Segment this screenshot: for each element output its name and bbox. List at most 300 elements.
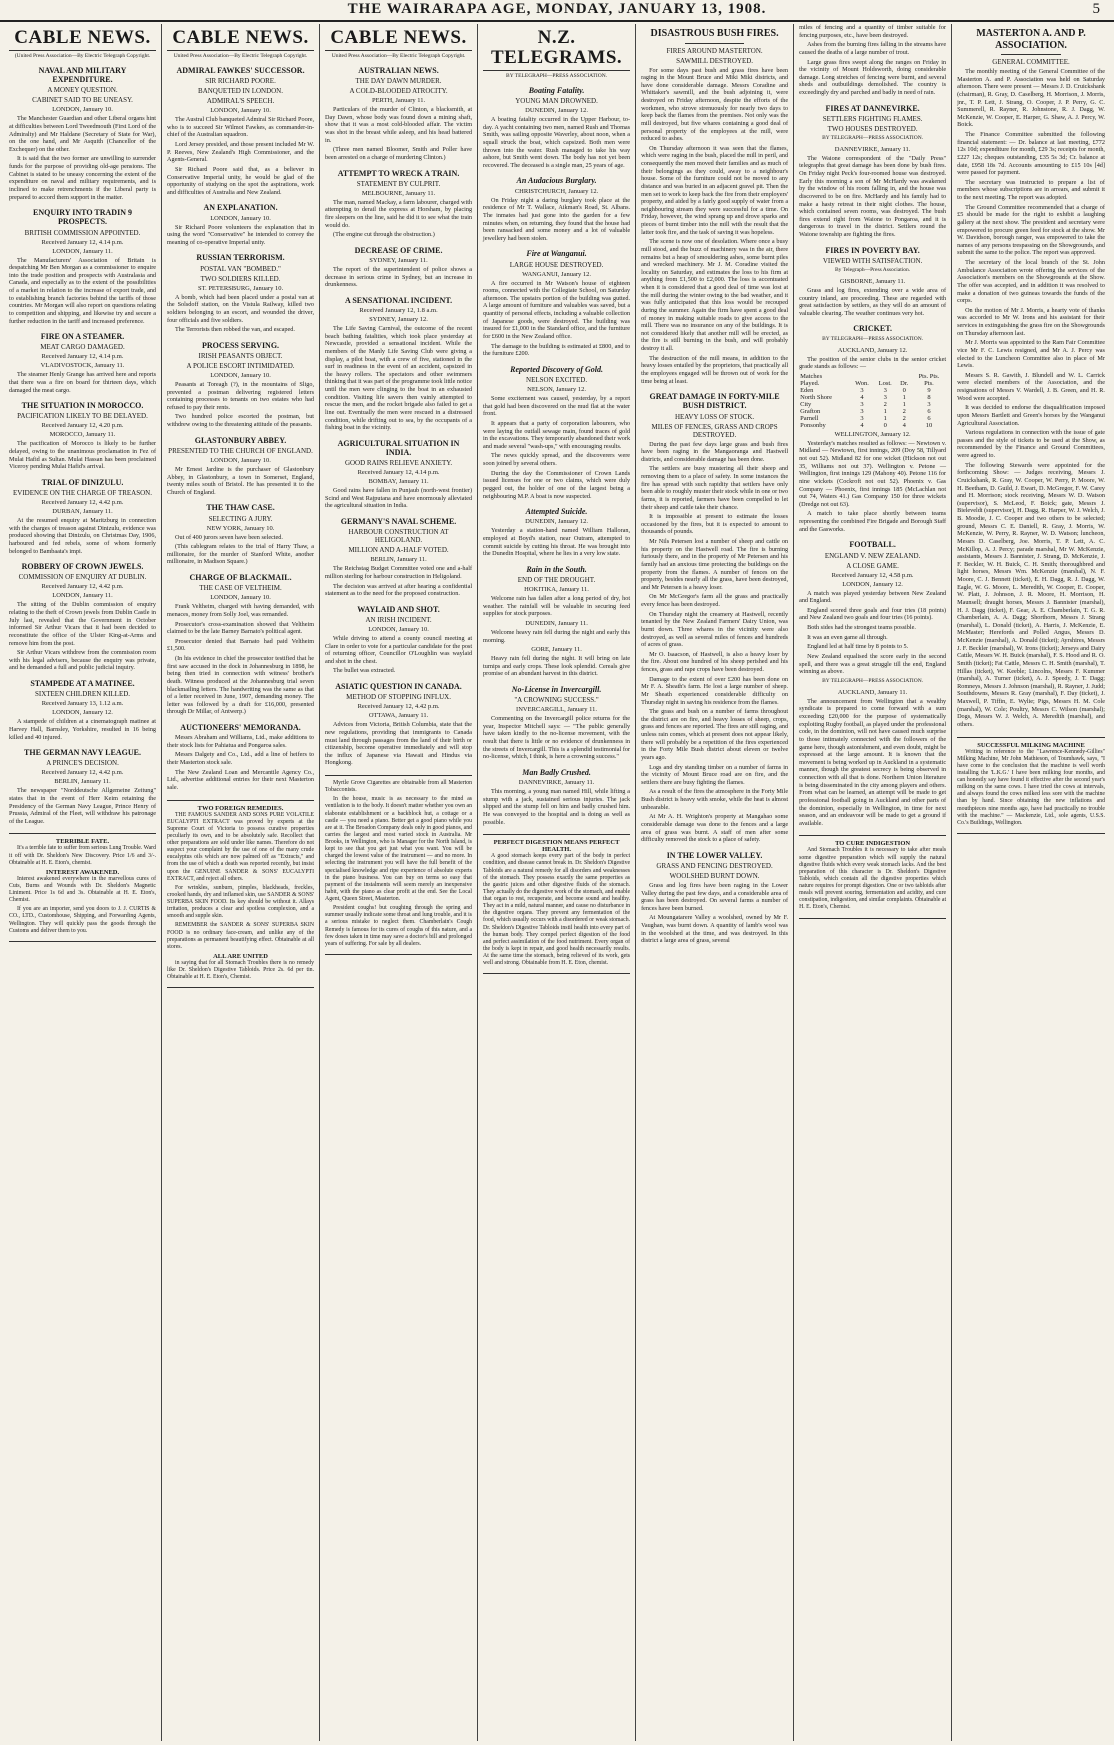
advertisement-text: It's a terrible fate to suffer from serious Lung Trouble. Ward it off with Dr. Sheldon's New Discovery. Price 1/6 and 3/-. Obtainable at H. E. Eton's, chemist. [9, 845, 157, 866]
article-paragraph: Welcome heavy rain fell during the night and early this morning. [483, 628, 631, 644]
article-subheading: NELSON EXCITED. [526, 376, 588, 384]
won-cell: 1 [883, 414, 887, 422]
article-paragraph: While driving to attend a county council meeting at Clare in order to vote for a particular candidate for the post of returning officer, Councillor O'Loughlin was waylaid and shot in the chest. [325, 634, 473, 665]
advertisement [799, 835, 946, 918]
article-paragraph: Damage to the extent of over £200 has been done on Mr F. A. Sheath's farm. He lost a large number of sheep. Mr Sheath experienced considerable difficulty on Thursday night in saving his residence from the flames. [641, 675, 789, 706]
column-heading: CABLE NEWS. [325, 28, 472, 51]
article-paragraph: Grass and log fires, extending over a wide area of country inland, are proceeding. These are regarded with great satisfaction by settlers, as they will do an amount of valuable clearing. The weather continues very hot. [799, 286, 947, 317]
article-subheading: A CLOSE GAME. [846, 561, 899, 570]
points-cell: 6 [927, 414, 931, 422]
dateline: LONDON, January 10. [210, 456, 271, 464]
lost-cell: 0 [902, 386, 906, 394]
article-paragraph: miles of fencing and a quantity of timber suitable for fencing purposes, etc., have been destroyed. [799, 24, 947, 39]
article-paragraph: Various regulations in connection with the issue of gate passes and the style of tickets to be used at the Show, as recommended by the Finance and Ground Committees, were agreed to. [957, 429, 1105, 459]
article-subheading: THE CASE OF VELTHEIM. [199, 584, 282, 593]
article-subheading: HEAVY LOSS OF STOCK. [674, 412, 755, 421]
received-line: Received January 12, 4.42 p.m. [41, 583, 124, 591]
advertisement-heading: PERFECT DIGESTION MEANS PERFECT HEALTH. [493, 839, 620, 854]
points-cell: 9 [927, 386, 931, 394]
article-paragraph: Mr O. Isaacson, of Hastwell, is also a heavy loser by the fire. About one hundred of his sheep perished and his fences, grass and rape crops have been destroyed. [641, 650, 789, 673]
article-headline: Fire at Wanganui. [526, 249, 587, 259]
divider [1001, 54, 1060, 55]
dateline: PERTH, January 11. [371, 97, 426, 105]
lost-cell: 1 [902, 400, 906, 408]
article-subheading: HARBOUR CONSTRUCTION AT HELIGOLAND. [348, 528, 449, 545]
article-subheading: CABINET SAID TO BE UNEASY. [32, 96, 133, 105]
advertisement-text: And Stomach Troubles it is necessary to take after meals some digestive preparation which will supply the natural digestive fluids which every weak stomach lacks. And the best preparation of this character is Dr. Sheldon's Digestive Tabloids, which contain all the digestive properties which nature requires for prompt digestion. One or two tabloids after meals will prevent souring, fermentation and acidity, and cure constipation, indigestion, and similar complaints. Obtainable at H. E. Eton's, Chemist. [799, 847, 947, 911]
article-paragraph: The New Zealand Loan and Mercantile Agency Co., Ltd., advertise additional entries for their next Masterton sale. [167, 768, 315, 791]
article-subheading: LARGE HOUSE DESTROYED. [509, 260, 604, 269]
article-paragraph: A match to take place shortly between teams representing the combined Fire Brigade and Borough Staff and the Gasworks. [799, 510, 947, 533]
article-paragraph: At Moungatarere Valley a woolshed, owned by Mr F. Vaughan, was burnt down. A quantity of lamb's wool was in the woolshed at the time, and was destroyed. In this district a large area of grass, several [641, 914, 789, 945]
article-headline: Rain in the South. [526, 564, 587, 574]
advertisement-heading: TWO FOREIGN REMEDIES. [197, 804, 284, 812]
column-5 [636, 24, 794, 1741]
article-paragraph: On Friday night a daring burglary took place at the residence of Mr T. Wallace, Aikman's Road, St. Albans. The inmates had just gone into the garden for a few minutes when, on returning, they found that the house had been ransacked and some money and a lot of valuable jewellery had been stolen. [483, 196, 631, 242]
article-subheading: VIEWED WITH SATISFACTION. [822, 256, 923, 265]
article-subheading: GENERAL COMMITTEE. [992, 58, 1070, 66]
advertisement-text: in saying that for all Stomach Troubles there is no remedy like Dr. Sheldon's Digestive Tabloids. Price 2s. 6d per tin. Obtainable at H. E. Eton's, Chemist. [167, 959, 315, 981]
article-headline: FOOTBALL. [849, 540, 896, 550]
article-subheading: BANQUETED IN LONDON. [198, 87, 283, 96]
dateline: NELSON, January 12. [527, 386, 586, 393]
article-paragraph: The bullet was extracted. [333, 667, 396, 675]
table-header-cell [874, 373, 897, 380]
advertisement-text: If you are an importer, send you doors to J. J. CURTIS & CO., LTD., Customhouse, Shipping, and Forwarding Agents, Wellington. They will quickly pass the goods through the Customs and deliver them to you. [9, 906, 157, 934]
dateline: BERLIN, January 11. [370, 556, 427, 564]
article-headline: THE SITUATION IN MOROCCO. [21, 401, 144, 411]
article-paragraph: (The engine cut through the obstruction.) [333, 231, 435, 239]
article-headline: Reported Discovery of Gold. [510, 364, 603, 374]
dateline: SYDNEY, January 12. [369, 316, 428, 324]
article-headline: THE GERMAN NAVY LEAGUE. [24, 748, 141, 758]
dateline: DANNEVIRKE, January 11. [518, 779, 595, 787]
lost-cell: 4 [902, 421, 906, 429]
article-headline: AGRICULTURAL SITUATION IN INDIA. [337, 438, 460, 457]
article-subheading: STATEMENT BY CULPRIT. [356, 179, 441, 188]
won-cell: 3 [883, 393, 887, 401]
article-subheading: A POLICE ESCORT INTIMIDATED. [186, 361, 295, 370]
article-paragraph: As a result of the fires the atmosphere in the Forty Mile Bush district is heavy with smoke, while the heat is almost unbearable. [641, 788, 789, 811]
played-cell: 3 [860, 414, 864, 422]
advertisement-heading: INTEREST AWAKENED. [45, 868, 120, 876]
article-paragraph: Messrs S. R. Gawith, J. Blundell and W. L. Carrick were elected members of the Association, and the resignations of Messrs V. Wardell, J. B. Green, and H. R. Wood were accepted. [957, 371, 1105, 402]
column-4 [478, 24, 636, 1741]
lost-cell: 2 [902, 407, 906, 415]
article-headline: FIRE ON A STEAMER. [40, 332, 125, 342]
article-subheading: SIR RICHARD POORE. [205, 77, 276, 86]
article-subheading: A PRINCE'S DECISION. [46, 759, 119, 768]
article-paragraph: Out of 400 jurors seven have been selected. [175, 533, 283, 541]
article-subheading: THE DAY DAWN MURDER. [355, 77, 442, 86]
dateline: GORE, January 11. [531, 646, 582, 654]
masthead [0, 0, 1114, 22]
columns [4, 24, 1110, 1741]
article-subheading: TWO SOLDIERS KILLED. [200, 274, 281, 283]
dateline: LONDON, January 10. [210, 594, 271, 602]
article-headline: NAVAL AND MILITARY EXPENDITURE. [38, 65, 127, 85]
dateline: LONDON, January 10. [368, 625, 429, 633]
article-paragraph: The news quickly spread, and the discoverers were soon joined by several others. [483, 452, 631, 467]
byline: United Press Association—By Electric Telegraph Copyright. [173, 52, 308, 59]
article-subheading: YOUNG MAN DROWNED. [515, 97, 598, 106]
points-cell: 3 [927, 400, 931, 408]
byline: By Telegraph—Press Association. [835, 266, 911, 273]
article-paragraph: A fire occurred in Mr Watson's house of eighteen rooms, connected with the Collegiate School, on Saturday afternoon. The upstairs portion of the building was gutted. A large amount of furniture and valuables was saved, but a quantity of personal effects, including a valuable collection of Japanese goods, were destroyed. The building was insured for £1,000 in the Standard office, and the furniture for £600 in the New Zealand office. [483, 279, 631, 340]
page-number: 5 [1092, 1, 1100, 17]
team-name-cell: Grafton [800, 407, 821, 415]
article-headline: CHARGE OF BLACKMAIL. [189, 573, 292, 583]
dateline: BERLIN, January 11. [54, 778, 111, 786]
article-paragraph: England led at half time by 8 points to 5. [807, 643, 909, 651]
article-subheading: A MONEY QUESTION. [47, 86, 118, 95]
column-7 [952, 24, 1110, 1741]
article-subheading: FIRES AROUND MASTERTON. [666, 46, 763, 55]
dateline: LONDON, January 10. [210, 107, 271, 115]
article-paragraph: The secretary was instructed to prepare a list of members whose subscriptions are in arrears, and submit it to the next meeting. The report was adopted. [957, 178, 1105, 201]
column-6 [794, 24, 952, 1741]
article-paragraph: The steamer Henly Grange has arrived here and reports that there was a fire on board for thirteen days, which damaged the meat cargo. [9, 371, 157, 394]
article-subheading: SIXTEEN CHILDREN KILLED. [34, 690, 131, 699]
article-subheading: POSTAL VAN "BOMBED." [200, 264, 281, 273]
article-paragraph: England scored three goals and four tries (18 points) and New Zealand two goals and four tries (16 points). [799, 606, 947, 622]
dateline: MELBOURNE, January 11. [361, 189, 436, 197]
article-paragraph: Sir Richard Poore said that, as a believer in Conservative Imperial unity, he would be glad of the opportunity of studying on the spot the aspirations, work and difficulties of Australia and New Zealand. [167, 165, 315, 196]
article-paragraph: On Thursday night the creamery at Hastwell, recently tenanted by the New Zealand Farmers' Dairy Union, was burnt down. Three whares in the vicinity were also destroyed, as well as several miles of fences and hundreds of acres of grass. [641, 610, 789, 649]
table-header-row [799, 380, 946, 387]
table-header-row [799, 373, 946, 380]
article-headline: GLASTONBURY ABBEY. [194, 435, 287, 445]
team-name-cell: Eden [800, 386, 814, 394]
dateline: WELLINGTON, January 12. [834, 430, 911, 438]
article-subheading: MILLION AND A-HALF VOTED. [348, 546, 449, 555]
advertisement-heading: TERRIBLE FATE. [55, 838, 110, 846]
dateline: LONDON, January 10. [210, 371, 271, 379]
article-headline: ATTEMPT TO WRECK A TRAIN. [337, 168, 460, 178]
article-paragraph: (Three men named Bloomer, Smith and Poller have been arrested on a charge of murdering Clinton.) [325, 146, 473, 161]
dateline: DUNEDIN, January 12. [525, 518, 588, 526]
received-line: Received January 12, 1.8 a.m. [359, 307, 438, 315]
article-paragraph: Some excitement was caused, yesterday, by a report that gold had been discovered on the mud flat at the water front. [483, 395, 631, 418]
dateline: BOMBAY, January 11. [368, 478, 429, 486]
table-header-cell: Played. [800, 379, 820, 387]
article-subheading: SETTLERS FIGHTING FLAMES. [822, 114, 923, 123]
byline: BY TELEGRAPH—PRESS ASSOCIATION. [506, 72, 608, 79]
article-headline: TRIAL OF DINIZULU. [41, 477, 124, 487]
article-subheading: EVIDENCE ON THE CHARGE OF TREASON. [13, 489, 152, 498]
article-headline: STAMPEDE AT A MATINEE. [30, 679, 135, 689]
played-cell: 4 [860, 393, 864, 401]
dateline: DUNEDIN, January 11. [525, 619, 588, 627]
received-line: Received January 12, 4.14 p.m. [357, 469, 440, 477]
played-cell: 3 [860, 407, 864, 415]
article-paragraph: Messrs Abraham and Williams, Ltd., make additions to their stock lists for Pahiatua and Pongaroa sales. [167, 734, 315, 749]
article-paragraph: Ashes from the burning fires falling in the streams have caused the deaths of a large number of trout. [799, 41, 947, 56]
article-headline: Boating Fatality. [528, 85, 585, 95]
article-headline: AN EXPLANATION. [203, 203, 278, 213]
article-headline: Attempted Suicide. [525, 507, 588, 517]
table-header-cell: Lost. [878, 379, 892, 387]
advertisement [167, 800, 314, 989]
advertisement-text: A good stomach keeps every part of the body in perfect condition, and disease cannot break in. Dr. Sheldon's Digestive Tabloids are a natural remedy for all disorders and weaknesses of the stomach. They possess exactly the same properties as the gastric juices and other digestive fluids of the stomach. They actually do the digestive work of the stomach, and enable that organ to rest, recuperate, and become sound and healthy. They act in a mild, natural manner, and cause no disturbance in the digestive organs. They prevent any fermentation of the food, which usually occurs with a disordered or weak stomach. Dr. Sheldon's Digestive Tabloids instil health into every part of the human body. They compel perfect digestion of the food and perfect assimilation of the food nutriment. Every organ of the body is kept in repair, and good health necessarily results. At the same time the stomach, being relieved of its work, gets well and strong. Obtainable from H. E. Eton, chemist. [483, 853, 631, 967]
byline: BY TELEGRAPH—PRESS ASSOCIATION. [822, 134, 924, 141]
article-paragraph: Large grass fires swept along the ranges on Friday in the vicinity of Mount Holdsworth, doing considerable damage. Long stretches of fencing were burnt, and several sheds and outbuildings demolished. The country is exceedingly dry and parched and badly in need of rain. [799, 58, 947, 96]
table-header-cell: Pts. Pts. [918, 372, 940, 380]
dateline: NEW YORK, January 10. [206, 524, 275, 532]
byline: BY TELEGRAPH—PRESS ASSOCIATION. [822, 677, 924, 684]
article-paragraph: The following Stewards were appointed for the forthcoming Show: — Judges receiving, Messrs J. Cruickshank, R. Gray, W. Cooper, W. Perry, P. Moore, W. H. Beetham, D. Guild, J. Ewart, D. McGregor, F. W. Carey and H. Morrison; stock receiving, Messrs W. D. Watson (supervisor), S. McLeod, F. Boick; gate, Messrs J. Bieleveldt (supervisor), H. Dagg, R. Harper, W. J. Welch, J. B. Moodie, J. C. Cooper and two others to be selected; ground, Messrs C. E. Daniell, R. Gray, J. Morris, W. McKenzie, W. Perry, R. Rayner, W. D. Watson; luncheon, Messrs D. Caselberg, Joe. Morris, T. P. Lett, A. C. McKillop, A. J. Percy; parade marshal, Mr W. McKenzie, assistants, Messrs J. Bannister, J. Strang, D. McKenzie, J. F. Beckler, W. H. Buick, C. H. Smith; thoroughbred and light horses, Messrs Wm. McKenzie (marshal), N. F. Moore, C. J. Bennett (ticket), E. H. Dagg, R. J. Dagg, W. Eagle, W. G. Moore, L. Meredith, W. Cooper, E. Cooper, W. Platt, J. Johnson, J. R. Moore, H. Morrison, H. Maunsell; draught horses, Messrs J. Bannister (marshal), H. J. Dagg (ticket), F. Gear, A. E. Chamberlain, T. G. R. Chamberlain, A. A. Dagg; Shorthorn, Messrs J. Strang (marshal), L. Donald (ticket), A. Harris, J. McKenzie, E. McMaster; Herefords and Polled Angus, Messrs D. McKenzie (marshal), A. Donald (ticket); Ayrshires, Messrs J. F. Beckler (marshal), W. Irons (ticket); Jerseys and Dairy Cattle, Messrs W. H. Buick (marshal), F. S. Hood and R. O. Smith (ticket); Fat Cattle, Messrs C. H. Smith (marshal), T. Hillas (ticket), W. Keeble; Lincolns, Messrs F. Kummer (marshal), A. Turner (ticket), A. J. Speedy, J. T. Dagg; Romneys, Messrs J. Johnson (marshal), R. Rayner, J. Judd; Southdowns, Messrs R. Gray (marshal), F. Day (ticket), J. Maxwell, P. Tiffin, E. Wylie; Pigs, Messrs H. M. Cole (marshal), W. Cole; Poultry, Messrs C. Wilson (marshal); Dogs, Messrs W. J. Welch, A. Meredith (marshal), and others. [957, 461, 1105, 728]
article-headline: ADMIRAL FAWKES' SUCCESSOR. [176, 65, 305, 75]
article-paragraph: New Zealand equalised the score early in the second spell, and there was a great struggle till the end, England winning as above. [799, 652, 947, 676]
article-paragraph: Prosecutor's cross-examination showed that Veltheim claimed to be the late Barney Barnato's political agent. [167, 620, 315, 636]
column-heading: CABLE NEWS. [167, 28, 314, 51]
article-headline: PROCESS SERVING. [201, 340, 280, 350]
article-paragraph: The pacification of Morocco is likely to be further delayed, owing to the unanimous proclamation in Fez of Mulai Hafid as Sultan. Mulai Hassan has been proclaimed Viceroy pending Mulai Hafid's arrival. [9, 440, 157, 471]
advertisement-heading: SUCCESSFUL MILKING MACHINE [977, 741, 1085, 749]
article-headline: ENQUIRY INTO TRADIN 9 PROSPECTS. [33, 208, 132, 227]
article-headline: AUCTIONEERS' MEMORANDA. [180, 723, 301, 732]
article-paragraph: The man, named Mackay, a farm labourer, charged with attempting to derail the express at Horsham, by placing fire sleepers on the line, said he did it to see what the train would do. [325, 198, 473, 229]
article-paragraph: The Austral Club banqueted Admiral Sir Richard Poore, who is to succeed Sir Wilmot Fawkes, as commander-in-chief of the Australian squadron. [167, 116, 315, 139]
article-headline: No-License in Invercargill. [511, 685, 602, 694]
dateline: AUCKLAND, January 11. [837, 688, 908, 696]
article-paragraph: The announcement from Wellington that a wealthy syndicate is prepared to come forward with a sum exceeding £20,000 for the purpose of systematically exploiting Rugby football, as played under the professional code, in the dominion, will not have caused much surprise to those intimately connected with the followers of the game here, though astonishment, and even doubt, might be expressed at the large amount. It is known that the movement is being worked up in Auckland in a systematic manner, though the greatest secrecy is being observed in connection with all that is done. Northern Union literature is being disseminated in the city among players and others. From what can be learned, an attempt will be made to get professional football going in Auckland and other parts of the dominion, especially in Wellington, in time for next season, and an endeavour will be made to get a ground if available. [799, 697, 947, 827]
article-paragraph: Logs and dry standing timber on a number of farms in the vicinity of Mount Bruce road are on fire, and the settlers there are busy fighting the flames. [641, 763, 789, 786]
article-subheading: MEAT CARGO DAMAGED. [40, 343, 125, 352]
received-line: Received January 12, 4.14 p.m. [41, 353, 124, 361]
article-paragraph: At Mr A. H. Wrighton's property at Mangahao some considerable damage was done to the fences and a large area of grass was burnt. A staff of men after some difficulty removed the stock to a place of safety. [641, 813, 789, 844]
article-paragraph: The Manchester Guardian and other Liberal organs hint at difficulties between Lord Tweedmouth (First Lord of the Admiralty) and Mr Haldane (Secretary of State for War), on the one hand, and Mr Asquith (Chancellor of the Exchequer) on the other. [9, 115, 157, 153]
article-paragraph: Good rains have fallen in Punjaub (north-west frontier) Scind and West Rajputana and have enormously alleviated the agricultural situation in India. [325, 487, 473, 510]
article-paragraph: Mr Ernest Jardine is the purchaser of Glastonbury Abbey, in Glastonbury, a town in Somerset, England, twenty miles south of Bristol. He has presented it to the Church of England. [167, 465, 315, 496]
article-headline: An Audacious Burglary. [516, 176, 597, 186]
article-paragraph: It appears that a party of corporation labourers, who were laying the outfall sewage main, found traces of gold in the excavations. They temporarily abandoned their work and made several "wash-ups," with encouraging results. [483, 419, 631, 450]
article-paragraph: It is impossible at present to estimate the losses occasioned by the fires, but it is expected to amount to thousands of pounds. [641, 513, 789, 536]
article-paragraph: The monthly meeting of the General Committee of the Masterton A. and P. Association was held on Saturday afternoon. There were present — Messrs J. D. Cruickshank (chairman), R. Gray, D. Caselberg, H. Morrison, J. Morris, jnr., T. P. Lett, J. Strang, O. Cooper, J. P. Perry, G. C. Summerell, R. Rayner, R. Johnstone, R. J. Dagg, W. McKenzie, W. Cooper, E. Harper, G. Shaw, A. J. Percy, W. Boick. [957, 68, 1105, 129]
received-line: Received January 12, 4.58 p.m. [831, 571, 914, 579]
dateline: GISBORNE, January 11. [839, 277, 906, 285]
article-headline: MASTERTON A. AND P. ASSOCIATION. [976, 28, 1086, 51]
article-paragraph: A boating fatality occurred in the Upper Harbour, to-day. A yacht containing two men, named Rush and Thomas Smith, was sailing opposite Waverley, about noon, when a squall struck the boat, which capsized. Both men were thrown into the water. Rush managed to take his way ashore, but Smith went down. The body has not yet been recovered. The deceased is a single man, 25 years of age. [483, 116, 631, 169]
table-row [799, 401, 946, 408]
article-paragraph: Messrs Dalgety and Co., Ltd., add a line of heifers to their Masterton stock sale. [167, 751, 315, 767]
article-subheading: IRISH PEASANTS OBJECT. [198, 351, 283, 360]
article-paragraph: Grass and log fires have been raging in the Lower Valley during the past few days, and a considerable area of grass has been destroyed. On several farms a number of fences have been burned. [641, 881, 789, 912]
article-paragraph: At the resumed enquiry at Maritzburg in connection with the charges of treason against Dinizulu, evidence was produced showing that Dinizulu, on Christmas Day, 1906, harboured and fed rebels, some of whom formerly belonged to Bambaata's impi. [9, 517, 157, 555]
article-paragraph: Mr Nils Petersen lost a number of sheep and cattle on his property on the Hastwell road. The fire is burning furiously there, and in the property of Mr Petersen and his family had an anxious time protecting the buildings on the property from the flames. A number of fences on the property, besides nearly all the grass, have been destroyed, and Mr Petersen is a heavy loser. [641, 538, 789, 591]
dateline: AUCKLAND, January 12. [837, 346, 908, 354]
article-subheading: WOOLSHED BURNT DOWN. [669, 871, 760, 880]
article-paragraph: Advices from Victoria, British Columbia, state that the new regulations, providing that immigrants to Canada must land through passages from the land of their birth or citizenship, become operative immediately and will stop the influx of Japanese via Hawaii and Hindus via Hongkong. [325, 721, 473, 767]
article-paragraph: This morning, a young man named Hill, while lifting a stump with a jack, sustained serious injuries. The jack slipped and the stump fell on him and badly crushed him. He was conveyed to the hospital and is doing as well as possible. [483, 788, 631, 826]
dateline: DANNEVIRKE, January 11. [834, 145, 911, 153]
played-cell: 3 [860, 386, 864, 394]
article-paragraph: Lord Jersey presided, and those present included Mr W. P. Reeves, New Zealand's High Commissioner, and the Agents-General. [167, 141, 315, 164]
table-header-cell [897, 373, 912, 380]
article-paragraph: On Mr McGregor's farm all the grass and practically every fence has been destroyed. [641, 593, 789, 608]
article-paragraph: A match was played yesterday between New Zealand and England. [799, 589, 947, 605]
team-name-cell: City [800, 400, 812, 408]
advertisement [957, 737, 1105, 834]
lost-cell: 2 [902, 414, 906, 422]
article-headline: ASIATIC QUESTION IN CANADA. [335, 682, 462, 692]
article-subheading: METHOD OF STOPPING INFLUX. [346, 693, 451, 702]
article-paragraph: Two hundred police escorted the postman, but withdrew owing to the threatening attitude of the peasants. [167, 413, 315, 429]
table-row [799, 394, 946, 401]
table-row [799, 408, 946, 415]
advertisement [9, 833, 156, 941]
dateline: CHRISTCHURCH, January 12. [514, 187, 599, 195]
advertisement [325, 775, 472, 955]
column-1 [4, 24, 162, 1741]
article-paragraph: Commenting on the Invercargill police returns for the year, Inspector Mitchell says: — "The public generally have taken kindly to the no-license movement, with the result that there is little or no evidence of drunkenness in the streets of Invercargill. This is a splendid testimonial for no-license, which, I think, is here a crowning success." [483, 715, 631, 761]
article-headline: AUSTRALIAN NEWS. [358, 65, 439, 75]
dateline: OTTAWA, January 11. [368, 712, 429, 720]
team-name-cell: Ponsonby [800, 421, 826, 429]
article-paragraph: During the past few days large grass and bush fires have been raging in the Mangaoranga and Hastwell districts, and considerable damage has been done. [641, 440, 789, 463]
article-paragraph: The Terrorists then robbed the van, and escaped. [175, 326, 295, 334]
won-cell: 2 [883, 400, 887, 408]
article-subheading: BRITISH COMMISSION APPOINTED. [24, 228, 141, 237]
article-headline: FIRES AT DANNEVIRKE. [825, 103, 920, 113]
received-line: Received January 12, 4.42 p.m. [41, 499, 124, 507]
article-paragraph: On the motion of Mr J. Morris, a hearty vote of thanks was accorded to Mr W. Irons and his assistant for their services in extinguishing the grass fire on the Showgrounds on Thursday afternoon last. [957, 306, 1105, 337]
article-headline: A SENSATIONAL INCIDENT. [345, 295, 453, 305]
advertisement-text: Myrtle Grove Cigarettes are obtainable from all Masterton Tobacconists. [325, 780, 473, 794]
article-headline: GREAT DAMAGE IN FORTY-MILE BUSH DISTRICT. [649, 392, 780, 411]
article-subheading: COMMISSION OF ENQUIRY AT DUBLIN. [18, 573, 147, 582]
article-headline: IN THE LOWER VALLEY. [666, 850, 763, 860]
article-headline: DISASTROUS BUSH FIRES. [650, 28, 779, 39]
received-line: Received January 12, 4.42 p.m. [41, 769, 124, 777]
article-paragraph: During the day the Commissioner of Crown Lands issued licenses for one or two claims, which were duly pegged out, the holder of one of the largest being a neighbouring M.P. A boat is now suspected. [483, 469, 631, 500]
article-paragraph: Yesterday's matches resulted as follows: — Newtown v. Midland — Newtown, first innings, 209 (Doy 58, Tillyard not out 52). Midland 82 for one wicket (Hickson not out 35, Williams not out 37). Wellington v. Petone — Wellington, first innings 129 (Mahony 40). Petone 116 for nine wickets (Cockroft not out 52). Phoenix v. Gas Company — Phoenix, first innings 185 (McLachlan not out 74, Waters 41.) Gas Company 150 for three wickets (Dredge not out 63). [799, 439, 947, 508]
column-heading: CABLE NEWS. [9, 28, 156, 51]
article-subheading: GOOD RAINS RELIEVE ANXIETY. [344, 459, 453, 468]
column-3 [320, 24, 478, 1741]
article-subheading: ENGLAND V. NEW ZEALAND. [824, 551, 921, 560]
table-header-cell [850, 373, 874, 380]
advertisement-text: In the house, music is as necessary to the mind as ventilation is to the body. It doesn't matter whether you own an elaborate establishment or a backblock hut, a cottage or a castle — you need a piano. Better get a good piano while you are at it. The Broadon Company deals only in good pianos, and carries the largest and most varied stock in Australia. Mr Brooks, in Wellington, who is Manager for the North Island, is kept to see that you get just what you want. You will be charged the lowest value of the instrument — and no more. In selecting the instrument you will have the full benefit of the specialised knowledge and ripe experience of absolute experts in the piano business. You can buy on terms so easy that payment of the instalments will seem merely an inexpensive habit, with the piano as clear profit at the end. See the Local Agent, Queen Street, Masterton. [325, 796, 473, 902]
dateline: LONDON, January 11. [52, 247, 113, 255]
dateline: INVERCARGILL, January 11. [516, 706, 598, 714]
article-paragraph: The destruction of the mill means, in addition to the heavy losses entailed by the proprietors, that practically all the employees engaged will be thrown out of work for the time being at least. [641, 354, 789, 385]
advertisement-text: President coughs! but coughing through the spring and summer usually indicate some throat and lung trouble, and it is a serious mistake to neglect them. Chamberlain's Cough Remedy is famous for its cures of coughs of this nature, and a few doses taken in time may save a doctor's bill and prolonged years of suffering. For sale by all dealers. [325, 905, 473, 947]
cricket-table [799, 373, 946, 429]
article-paragraph: Sir Richard Poore volunteers the explanation that in using the word "Conservative" he intended to convey the meaning of co-operative Imperial unity. [167, 223, 315, 246]
article-paragraph: The Finance Committee submitted the following financial statement: — Dr. balance at last meeting, £772 12s 10d; expenditure for month, £29 3s; receipts for month, £227 12s; cheques outstanding, £35 5s 3d; Cr. balance at date, £958 18s 7d. Accounts amounting to £15 10s [4d] were passed for payment. [957, 131, 1105, 177]
article-paragraph: The scene is now one of desolation. Where once a busy mill stood, and the buzz of machinery was in the air, there remains but a heap of smouldering ashes, some burnt piles and wrecked machinery. Mr J. M. Coradine visited the locality on Saturday, and estimates the loss to his firm at anything from £1,500 to £2,000. The loss is accentuated when it is considered that a good deal of time was lost at the mill during the winter owing to the bad weather, and it was fully anticipated that this loss would be recouped during the summer. Again the firm have spent a good deal of money in making suitable roads to give access to the mill. There was no insurance on any of the buildings. It is not considered likely that another mill will be erected, as the fire is still burning in the bush, and will probably destroy it all. [641, 238, 789, 352]
article-paragraph: Sir Arthur Vicars withdrew from the commission room with his legal advisers, because the enquiry was private, and he demanded a full and public judicial inquiry. [9, 649, 157, 672]
article-headline: CRICKET. [853, 324, 892, 334]
article-paragraph: The Ground Committee recommended that a charge of £5 should be made for the right to exhibit a laughing gallery at the next show. The president and secretary were empowered to procure green feed for stock at the show. Mr W. Davidson, borough ranger, was empowered to take the names of any persons trespassing on the Showgrounds, and submit the same to the police. The report was approved. [957, 203, 1105, 257]
newspaper-title: THE WAIRARAPA AGE, MONDAY, JANUARY 13, 1908. [347, 1, 767, 17]
article-subheading: SAWMILL DESTROYED. [676, 56, 754, 65]
article-paragraph: Prosecutor denied that Barnato had paid Veltheim £1,500. [167, 637, 315, 653]
article-subheading: ADMIRAL'S SPEECH. [206, 97, 275, 106]
received-line: Received January 12, 4.14 p.m. [41, 238, 124, 246]
article-headline: DECREASE OF CRIME. [354, 245, 443, 255]
dateline: SYDNEY, January 11. [369, 257, 428, 264]
dateline: WANGANUI, January 12. [522, 270, 592, 278]
advertisement-text: THE FAMOUS SANDER AND SONS PURE VOLATILE EUCALYPTI EXTRACT was proved by experts at the Supreme Court of Victoria to possess curative properties peculiarly its own, and to be absolutely safe. Recollect that other preparations are sold under like names. Therefore do not suspect your complaint by the use of one of the many crude eucalyptus oils which are now palmed off as "Extracts," and from the use of which a death was reported recently, but insist upon the GENUINE SANDER & SONS' EUCALYPTI EXTRACT, and reject all others. [167, 811, 315, 882]
article-paragraph: A stampede of children at a cinematograph matinee at Harvey Hall, Barnsley, Yorkshire, resulted in 16 being killed and 40 injured. [9, 718, 157, 741]
dateline: DUNEDIN, January 12. [525, 107, 588, 115]
article-paragraph: (This cablegram relates to the trial of Harry Thaw, a millionaire, for the murder of Stanford White, another millionaire, in Madison Square.) [167, 543, 315, 566]
team-name-cell: North Shore [800, 393, 833, 401]
article-paragraph: The Life Saving Carnival, the outcome of the recent beach bathing fatalities, which took place yesterday at Newcastle, provided a sensational incident. While the members of the Manly Life Saving Club were giving a display, a pilot boat, with a crew of five, stationed in the surf in readiness in the event of an accident, capsized in the heavy rollers. The spectators and other swimmers thinking that it was part of the programme took little notice until the men were clinging to the boat in an exhausted condition. Visiting life savers then vainly attempted to rescue the men, and the rocket brigade also failed to get a line out. Eventually the men were rescued in a distressed condition, while drifting out to sea, by the occupants of a fishing boat in the vicinity. [325, 325, 473, 432]
table-header-cell: Pts. [924, 379, 934, 387]
article-subheading: "A CROWNING SUCCESS." [514, 696, 599, 705]
article-paragraph: On Thursday afternoon it was seen that the flames, which were raging in the bush, placed the mill in peril, and consequently the men moved their families and as much of their belongings as they could, away to a neighbour's house. Some of the furniture could not be moved to any distance and was buried in an adjacent gravel pit. Then the men set to work to keep back the fire from their employers' property, and aided by a fairly good supply of water from a neighbouring stream they were successful for a time. On Friday, however, the wind sprang up and drove sparks and pieces of burnt timber into the mill with the result that the latter took fire, and the task of saving it was hopeless. [641, 144, 789, 236]
article-paragraph: The newspaper "Norddeutsche Allgemeine Zeitung" states that in the event of Herr Keim retaining the Presidency of the German Navy League, Prince Henry of Prussia, Admiral of the Fleet, will withdraw his patronage of the League. [9, 787, 157, 825]
article-paragraph: The decision was arrived at after hearing a confidential statement as to the need for the proposed construction. [325, 582, 473, 598]
article-paragraph: Yesterday a station-hand named William Halloran, employed at Boyd's station, near Outram, attempted to commit suicide by cutting his throat. He was brought into the Dunedin Hospital, where he lies in a very low state. [483, 527, 631, 558]
article-paragraph: It was an even game all through. [807, 633, 888, 641]
dateline: LONDON, January 12. [52, 709, 113, 717]
article-paragraph: (In his evidence in chief the prosecutor testified that he first saw accused in the dock in Johannesburg in 1898, he being then tried in connection with witness' brother's death. Witness produced at the Johannesburg trial seven blackmailing letters. The handwriting was the same as that of a letter received in June, 1907, demanding money. The letter was followed by a draft for £16,000, presented through Dr Millar, of Antwerp.) [167, 655, 315, 716]
article-headline: FIRES IN POVERTY BAY. [825, 245, 920, 255]
article-headline: ROBBERY OF CROWN JEWELS. [21, 562, 144, 572]
table-row [799, 387, 946, 394]
table-header-cell: Dr. [900, 379, 909, 387]
article-headline: Man Badly Crushed. [522, 767, 591, 777]
article-paragraph: It was decided to endorse the disqualification imposed upon Messrs Bartlett and Green's horses by the Wanganui Agricultural Association. [957, 404, 1105, 427]
team-name-cell: Parnell [800, 414, 819, 422]
article-subheading: PRESENTED TO THE CHURCH OF ENGLAND. [168, 446, 313, 455]
advertisement-text: Interest awakened everywhere in the marvellous cures of Cuts, Burns and Wounds with Dr. Sheldon's Magnetic Liniment. Price 1s 6d and 3s. Obtainable at H. E. Eton's, Chemist. [9, 875, 157, 904]
points-cell: 6 [927, 407, 931, 415]
byline: BY TELEGRAPH—PRESS ASSOCIATION. [822, 335, 924, 342]
article-subheading: SELECTING A JURY. [208, 514, 273, 523]
article-paragraph: The grass and bush on a number of farms throughout the district are on fire, and heavy losses of sheep, crops, grass and fences are reported. The fires are still raging, and unless rain comes, which at present does not appear likely, there will probably be a repetition of the fires experienced in the Forty Mile Bush district about eleven or twelve years ago. [641, 708, 789, 761]
advertisement-text: Writing in reference to the "Lawrence-Kennedy-Gillies" Milking Machine, Mr John Mathieson, of Toumhawk, says, "I have come to the conclusion that the machine is well worth installing the 'L.K.G.' I have been milking four months, and can honestly say have found it effective after the second year's milking on the same cows. I have tried the cows at intervals, and always found the cows milked less sore with the machine than by hand. Since obtaining the new inflations and mouthpieces nine months ago, have had practically no trouble with the machine." — Mackenzie, Ltd., sole agents, U.S.S. Co.'s Buildings, Wellington. [957, 748, 1105, 826]
article-headline: THE THAW CASE. [206, 503, 275, 513]
article-paragraph: Peasants at Toreagh (?), in the mountains of Sligo, prevented a postman delivering registered letters containing processes to tenants on two estates who had refused to pay their rents. [167, 380, 315, 411]
article-paragraph: The sitting of the Dublin commission of enquiry relating to the theft of Crown jewels from Dublin Castle in July last, revealed that the Government in October informed Sir Arthur Vicars that it had been decided to reconstitute the office of the Ulster King-at-Arms and remove him from the post. [9, 601, 157, 647]
article-paragraph: For some days past bush and grass fires have been raging in the Mount Bruce and Miki Miki districts, and have done considerable damage. Messrs Coradine and Whittaker's sawmill, and the bush adjoining it, were destroyed on Friday afternoon, despite the efforts of the workmen, who strove strenuously for nearly two days to keep back the flames from the premises. Not only was the mill destroyed, but five whares containing a good deal of personal property of the employees at the mill, were reduced to ashes. [641, 66, 789, 143]
played-cell: 4 [860, 421, 864, 429]
received-line: Received January 12, 4.20 p.m. [41, 422, 124, 430]
dateline: HOKITIKA, January 11. [524, 586, 589, 593]
article-paragraph: The Manufacturers' Association of Britain is despatching Mr Ben Morgan as a commissioner to enquire into the trade position and prospects with Australasia and Canada, and especially as to the extent of the possibilities of a market in relation to the increase of export trade, and to establishing branch factories behind the tariffs of those countries. Mr Morgan will also report on questions relating to competition and shipping, and likewise try and secure a further reduction in the tariff and increased preference. [9, 256, 157, 325]
article-paragraph: Both sides had the strongest teams possible. [807, 624, 916, 631]
column-heading: N.Z. TELEGRAMS. [483, 28, 630, 71]
table-header-cell: Matches [800, 372, 823, 380]
byline: (United Press Association—By Electric Telegraph Copyright. [14, 52, 151, 59]
article-subheading: PACIFICATION LIKELY TO BE DELAYED. [17, 412, 148, 421]
article-paragraph: The Waione correspondent of the "Daily Press" telegraphs that great damage has been done by bush fires. On Friday night Peck's four-roomed house was destroyed. Early this morning a son of Mr McHardy was awakened by the window of his room falling in, and the house was discovered to be on fire. McHardy and his family had to make a hasty retreat in their night clothes. The house, which contained seven rooms, was destroyed. The bush fires extend right from Waione to Pongaroa, and it is dangerous to travel in the district. Settlers round the Waione township are fighting the fires. [799, 154, 947, 239]
article-paragraph: Heavy rain fell during the night. It will bring on late turnips and early crops. These look splendid. Cereals give promise of an abundant harvest in this district. [483, 655, 631, 678]
article-paragraph: A bomb, which had been placed under a postal van at the Solsdoff station, on the Vistula Railway, killed two soldiers belonging to an escort, and wounded the driver, four officials and five soldiers. [167, 293, 315, 324]
article-headline: RUSSIAN TERRORISM. [196, 253, 285, 263]
dateline: LONDON, January 10. [52, 106, 113, 114]
article-subheading: A COLD-BLOODED ATROCITY. [349, 87, 448, 96]
article-subheading: GRASS AND FENCING DESTROYED. [656, 861, 773, 870]
article-subheading: AN IRISH INCIDENT. [365, 615, 432, 624]
advertisement-heading: ALL ARE UNITED [213, 952, 268, 960]
played-cell: 3 [860, 400, 864, 408]
dateline: ST. PETERSBURG, January 10. [197, 284, 284, 292]
won-cell: 1 [883, 407, 887, 415]
won-cell: 3 [883, 386, 887, 394]
points-cell: 8 [927, 393, 931, 401]
article-paragraph: The secretary of the local branch of the St. John Ambulance Association wrote offering the services of the Association's members on the Showgrounds at the Show. The offer was accepted, and in addition it was resolved to make a donation of two guineas towards the funds of the corps. [957, 259, 1105, 305]
dateline: DURBAN, January 11. [52, 508, 113, 516]
points-cell: 10 [925, 421, 933, 429]
dateline: MOROCCO, January 11. [49, 431, 116, 439]
article-paragraph: Welcome rain has fallen after a long period of dry, hot weather. The rainfall will be valuable in securing feed supplies for stock purposes. [483, 595, 631, 618]
